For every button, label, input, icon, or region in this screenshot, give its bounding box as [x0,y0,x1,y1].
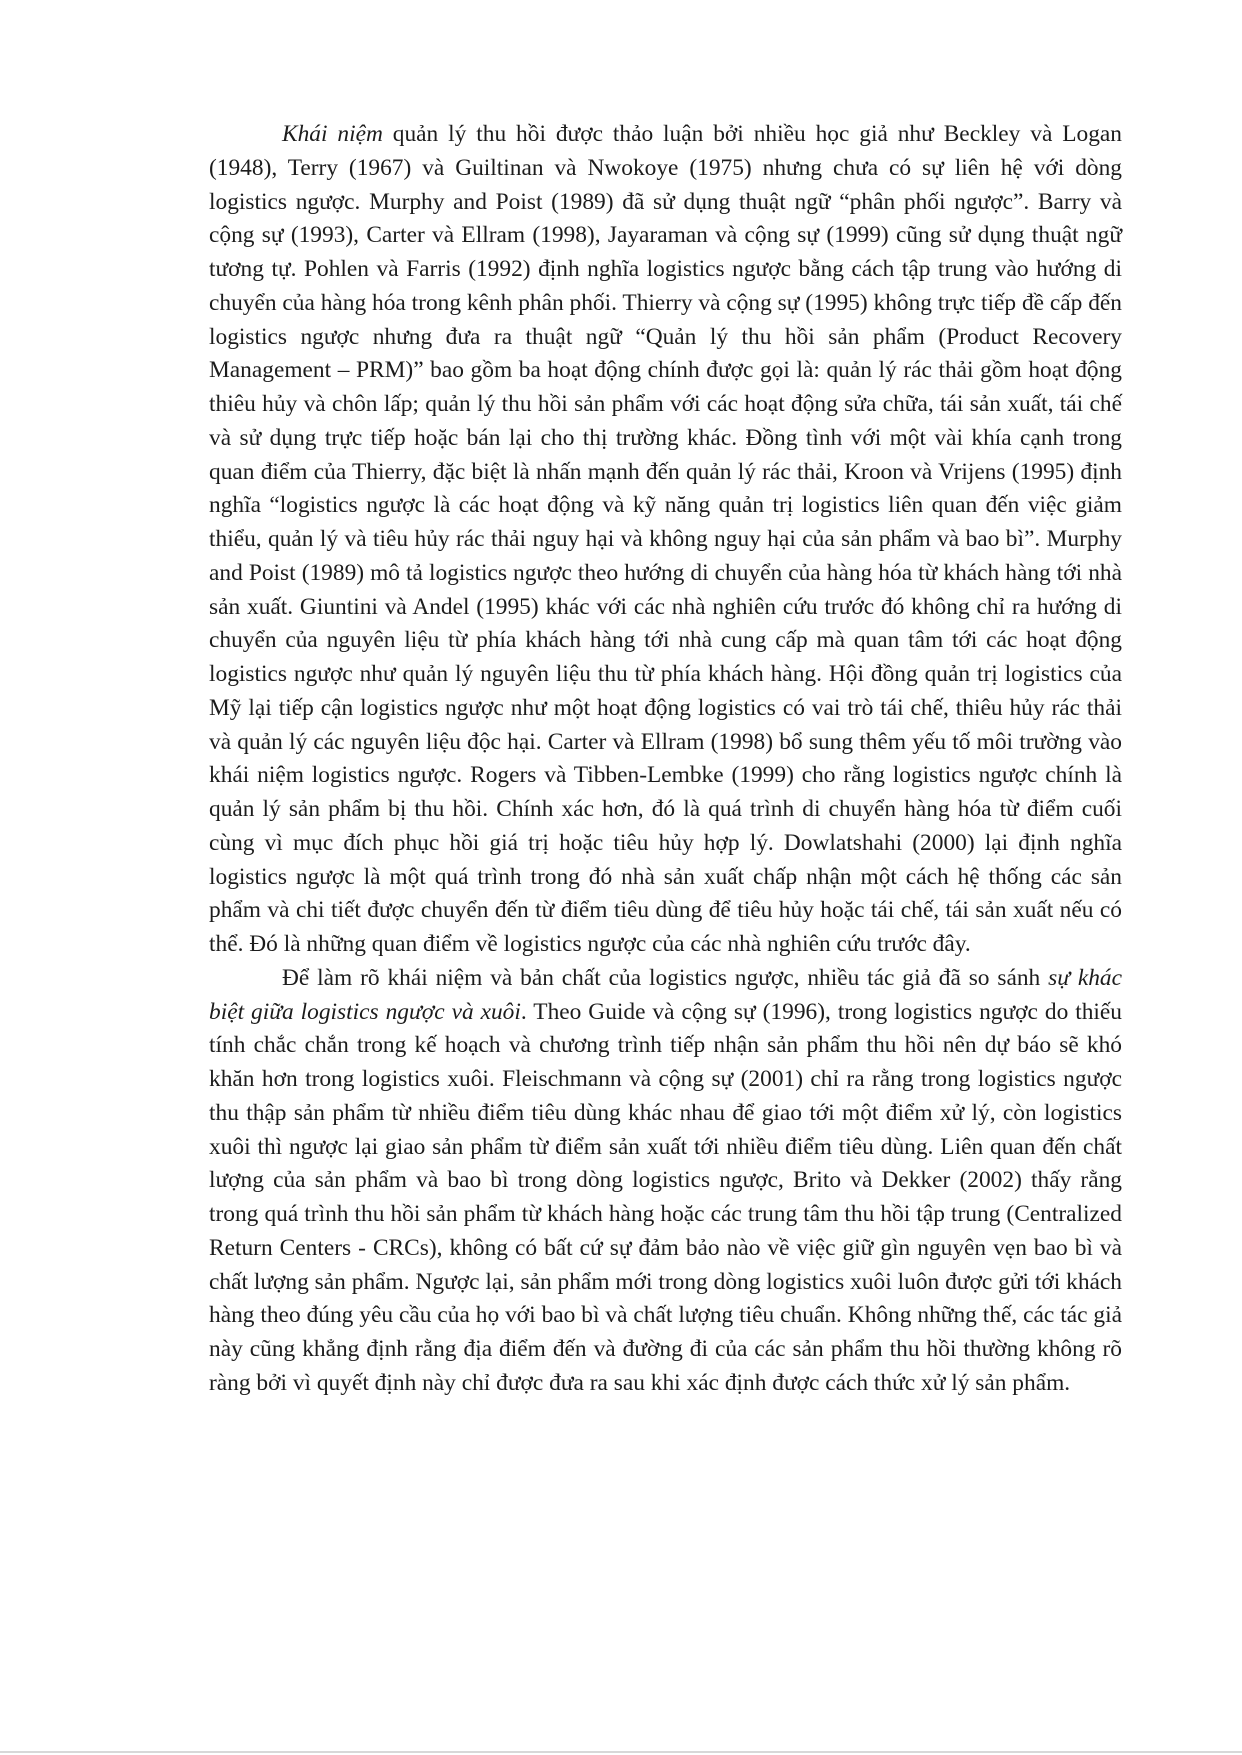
paragraph-2-text-after: . Theo Guide và cộng sự (1996), trong logistics ngược do thiếu tính chắc chắn trong kế hoạch và chương trình tiếp nhận sản phẩm thu hồi nên dự báo sẽ khó khăn hơn trong logistics xuôi. Fleischmann và cộng sự (2001) chỉ ra rằng trong logistics ngược thu thập sản phẩm từ nhiều điểm tiêu dùng khác nhau để giao tới một điểm xử lý, còn logistics xuôi thì ngược lại giao sản phẩm từ điểm sản xuất tới nhiều điểm tiêu dùng. Liên quan đến chất lượng của sản phẩm và bao bì trong dòng logistics ngược, Brito và Dekker (2002) thấy rằng trong quá trình thu hồi sản phẩm từ khách hàng hoặc các trung tâm thu hồi tập trung (Centralized Return Centers - CRCs), không có bất cứ sự đảm bảo nào về việc giữ gìn nguyên vẹn bao bì và chất lượng sản phẩm. Ngược lại, sản phẩm mới trong dòng logistics xuôi luôn được gửi tới khách hàng theo đúng yêu cầu của họ với bao bì và chất lượng tiêu chuẩn. Không những thế, các tác giả này cũng khẳng định rằng địa điểm đến và đường đi của các sản phẩm thu hồi thường không rõ ràng bởi vì quyết định này chỉ được đưa ra sau khi xác định được cách thức xử lý sản phẩm. [209,998,1123,1396]
paragraph-1 [209,118,1122,962]
paragraph-2 [209,962,1122,1401]
term-khai-niem: Khái niệm [282,121,383,147]
body-text [209,118,1122,1401]
paragraph-2-text-before: Để làm rõ khái niệm và bản chất của logistics ngược, nhiều tác giả đã so sánh [282,964,1049,991]
paragraph-1-text: quản lý thu hồi được thảo luận bởi nhiều học giả như Beckley và Logan (1948), Terry (1967) và Guiltinan và Nwokoye (1975) nhưng chưa có sự liên hệ với dòng logistics ngược. Murphy and Poist (1989) đã sử dụng thuật ngữ “phân phối ngược”. Barry và cộng sự (1993), Carter và Ellram (1998), Jayaraman và cộng sự (1999) cũng sử dụng thuật ngữ tương tự. Pohlen và Farris (1992) định nghĩa logistics ngược bằng cách tập trung vào hướng di chuyển của hàng hóa trong kênh phân phối. Thierry và cộng sự (1995) không trực tiếp đề cấp đến logistics ngược nhưng đưa ra thuật ngữ “Quản lý thu hồi sản phẩm (Product Recovery Management – PRM)” bao gồm ba hoạt động chính được gọi là: quản lý rác thải gồm hoạt động thiêu hủy và chôn lấp; quản lý thu hồi sản phẩm với các hoạt động sửa chữa, tái sản xuất, tái chế và sử dụng trực tiếp hoặc bán lại cho thị trường khác. Đồng tình với một vài khía cạnh trong quan điểm của Thierry, đặc biệt là nhấn mạnh đến quản lý rác thải, Kroon và Vrijens (1995) định nghĩa “logistics ngược là các hoạt động và kỹ năng quản trị logistics liên quan đến việc giảm thiểu, quản lý và tiêu hủy rác thải nguy hại và không nguy hại của sản phẩm và bao bì”. Murphy and Poist (1989) mô tả logistics ngược theo hướng di chuyển của hàng hóa từ khách hàng tới nhà sản xuất. Giuntini và Andel (1995) khác với các nhà nghiên cứu trước đó không chỉ ra hướng di chuyển của nguyên liệu từ phía khách hàng tới nhà cung cấp mà quan tâm tới các hoạt động logistics ngược như quản lý nguyên liệu thu từ phía khách hàng. Hội đồng quản trị logistics của Mỹ lại tiếp cận logistics ngược như một hoạt động logistics có vai trò tái chế, thiêu hủy rác thải và quản lý các nguyên liệu độc hại. Carter và Ellram (1998) bổ sung thêm yếu tố môi trường vào khái niệm logistics ngược. Rogers và Tibben-Lembke (1999) cho rằng logistics ngược chính là quản lý sản phẩm bị thu hồi. Chính xác hơn, đó là quá trình di chuyển hàng hóa từ điểm cuối cùng vì mục đích phục hồi giá trị hoặc tiêu hủy hợp lý. Dowlatshahi (2000) lại định nghĩa logistics ngược là một quá trình trong đó nhà sản xuất chấp nhận một cách hệ thống các sản phẩm và chi tiết được chuyển đến từ điểm tiêu dùng để tiêu hủy hoặc tái chế, tái sản xuất nếu có thể. Đó là những quan điểm về logistics ngược của các nhà nghiên cứu trước đây. [209,121,1122,957]
page-bottom-edge [0,1751,1242,1753]
term-su-khac-biet: sự khác biệt giữa logistics ngược và xuôi [209,964,1122,1025]
